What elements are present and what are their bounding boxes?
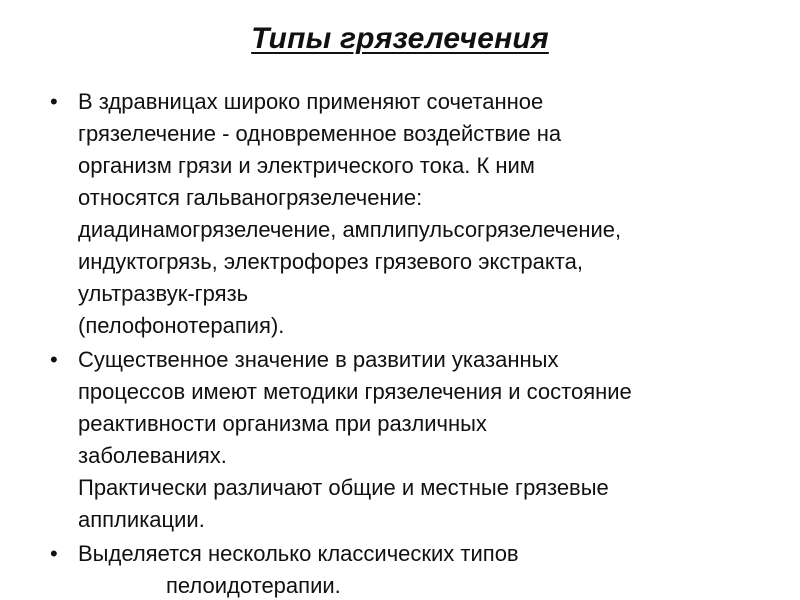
bullet-2-line-3: реактивности организма при различных	[78, 411, 487, 436]
bullet-2-line-1: Существенное значение в развитии указанных	[78, 347, 559, 372]
bullet-1-line-7: ультразвук-грязь	[78, 281, 249, 306]
bullet-2-line-2: процессов имеют методики грязелечения и состояние	[78, 379, 632, 404]
bullet-item-3	[0, 538, 800, 600]
bullet-dot-icon: •	[50, 347, 58, 372]
bullet-item-1	[0, 86, 800, 342]
bullet-1-line-2: грязелечение - одновременное воздействие на	[78, 121, 562, 146]
bullet-1-line-5: диадинамогрязелечение, амплипульсогрязелечение,	[78, 217, 622, 242]
bullet-list	[0, 86, 800, 600]
bullet-2-line-5: Практически различают общие и местные грязевые	[78, 475, 609, 500]
bullet-2-line-4: заболеваниях.	[78, 443, 227, 468]
bullet-3-line-2: пелоидотерапии.	[166, 573, 341, 598]
bullet-dot-icon: •	[50, 89, 58, 114]
bullet-2-line-6: аппликации.	[78, 507, 205, 532]
bullet-1-line-8: (пелофонотерапия).	[78, 313, 285, 338]
bullet-1-line-4: относятся гальваногрязелечение:	[78, 185, 423, 210]
bullet-1-line-3: организм грязи и электрического тока. К ним	[78, 153, 535, 178]
bullet-dot-icon: •	[50, 541, 58, 566]
bullet-1-line-1: В здравницах широко применяют сочетанное	[78, 89, 544, 114]
bullet-3-line-1: Выделяется несколько классических типов	[78, 541, 519, 566]
slide-title: Типы грязелечения	[251, 22, 549, 55]
bullet-item-2	[0, 344, 800, 536]
bullet-1-line-6: индуктогрязь, электрофорез грязевого экстракта,	[78, 249, 583, 274]
